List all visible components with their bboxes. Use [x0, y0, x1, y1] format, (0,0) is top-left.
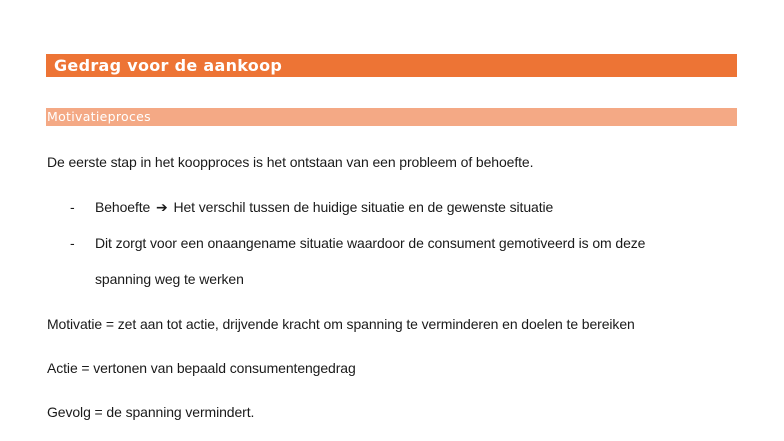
gevolg-paragraph: Gevolg = de spanning vermindert.	[47, 404, 255, 420]
bullet-description: Het verschil tussen de huidige situatie en de gewenste situatie	[173, 199, 554, 215]
right-arrow-icon: ➔	[156, 199, 168, 215]
bullet-item-line2: spanning weg te werken	[95, 271, 244, 287]
bullet-term: Behoefte	[95, 199, 151, 215]
motivatie-paragraph: Motivatie = zet aan tot actie, drijvende kracht om spanning te verminderen en doelen te bereiken	[47, 316, 635, 332]
bullet-item-line1: Dit zorgt voor een onaangename situatie waardoor de consument gemotiveerd is om deze	[95, 235, 646, 251]
intro-paragraph: De eerste stap in het koopproces is het ontstaan van een probleem of behoefte.	[47, 154, 534, 170]
subsection-heading: Motivatieproces	[46, 108, 737, 126]
section-heading: Gedrag voor de aankoop	[46, 54, 737, 77]
actie-paragraph: Actie = vertonen van bepaald consumentengedrag	[47, 360, 356, 376]
bullet-dash: -	[70, 199, 75, 215]
bullet-dash: -	[70, 235, 75, 251]
bullet-item-behoefte	[95, 198, 553, 216]
